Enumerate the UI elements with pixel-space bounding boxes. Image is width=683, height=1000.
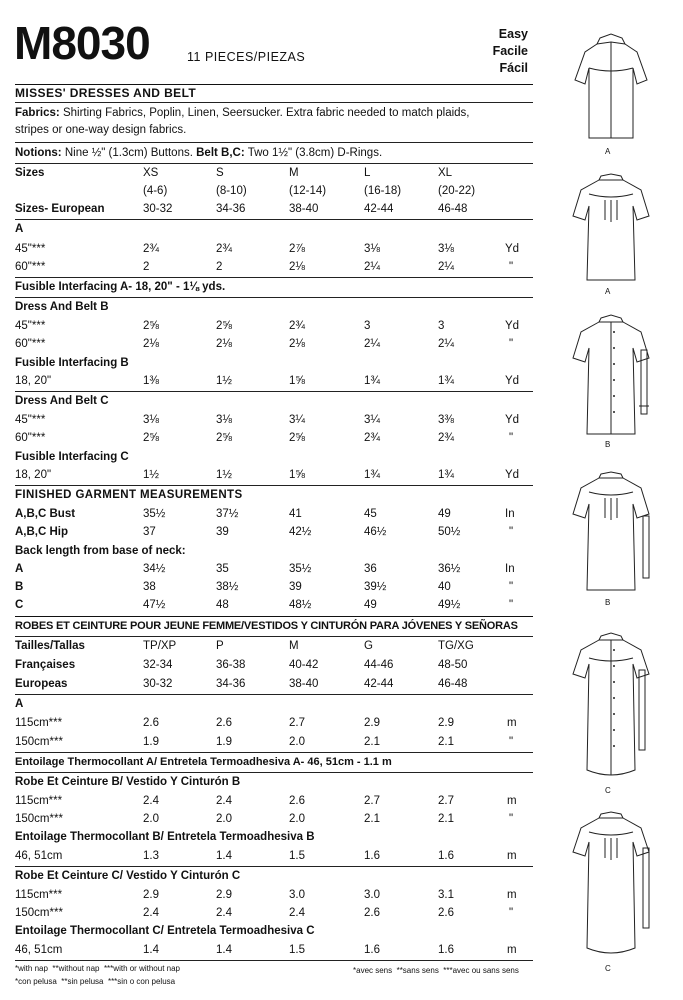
fabrics-text-1: Shirting Fabrics, Poplin, Linen, Seersucker. Extra fabric needed to match plaids, xyxy=(62,107,470,119)
yardage: 2⅝ xyxy=(216,320,232,332)
unit: " xyxy=(509,581,514,593)
measure: 35 xyxy=(216,563,229,575)
meterage: 2.6 xyxy=(216,717,232,729)
francaises-label: Françaises xyxy=(15,659,76,671)
finished-heading: FINISHED GARMENT MEASUREMENTS xyxy=(15,489,243,501)
yardage: 2⅝ xyxy=(289,432,305,444)
unit: Yd xyxy=(505,320,520,332)
measure: 35½ xyxy=(143,508,166,520)
size-s: S xyxy=(216,167,224,179)
meterage: 1.9 xyxy=(216,736,232,748)
meterage: 2.0 xyxy=(289,736,305,748)
yardage: 1¾ xyxy=(438,469,454,481)
measure: 48½ xyxy=(289,599,312,611)
yardage: 3⅛ xyxy=(438,243,454,255)
yardage: 2¾ xyxy=(289,320,305,332)
yardage: 1⅜ xyxy=(143,375,159,387)
measure: 48 xyxy=(216,599,229,611)
measure: 34½ xyxy=(143,563,166,575)
size-xs: XS xyxy=(143,167,159,179)
yardage: 2⅝ xyxy=(143,320,159,332)
metric-c-label: Robe Et Ceinture C/ Vestido Y Cinturón C xyxy=(15,870,241,882)
yardage: 2¾ xyxy=(438,432,454,444)
figure-label: A xyxy=(605,287,611,296)
measure: 37 xyxy=(143,526,156,538)
yardage: 2⅞ xyxy=(289,243,305,255)
meterage: 2.4 xyxy=(216,795,232,807)
row-rule xyxy=(15,391,533,392)
measure: 36 xyxy=(364,563,377,575)
yardage: 2⅝ xyxy=(143,432,159,444)
dress-c-back-illustration xyxy=(555,808,667,963)
meterage: 2.4 xyxy=(216,907,232,919)
unit: " xyxy=(509,526,514,538)
difficulty-en: Easy xyxy=(498,27,528,41)
yardage: 1⅝ xyxy=(289,375,305,387)
metric-size: P xyxy=(216,640,224,652)
meterage: 1.4 xyxy=(216,850,232,862)
measure: 46½ xyxy=(364,526,387,538)
view-b-label: Dress And Belt B xyxy=(15,301,109,313)
size-l: L xyxy=(364,167,371,179)
yardage: 1½ xyxy=(216,375,232,387)
metric-a-label: A xyxy=(15,698,24,710)
footnote-fr: *avec sens **sans sens ***avec ou sans sens xyxy=(353,966,519,975)
figure-label: C xyxy=(605,964,611,973)
measure: 39½ xyxy=(364,581,387,593)
row-width: 115cm*** xyxy=(15,795,63,807)
back-row-label: C xyxy=(15,599,24,611)
yardage: 1¾ xyxy=(364,469,380,481)
size-european: 30-32 xyxy=(143,203,173,215)
difficulty-fr: Facile xyxy=(492,44,528,58)
meterage: 2.9 xyxy=(438,717,454,729)
meterage: 2.4 xyxy=(143,907,159,919)
yardage: 2 xyxy=(143,261,150,273)
back-row-label: B xyxy=(15,581,24,593)
row-width: 46, 51cm xyxy=(15,850,63,862)
row-width: 60"*** xyxy=(15,432,46,444)
measure: 50½ xyxy=(438,526,461,538)
notions-text-1: Nine ½" (1.3cm) Buttons. xyxy=(64,147,193,159)
meterage: 2.6 xyxy=(364,907,380,919)
size-range: (20-22) xyxy=(438,185,476,197)
unit: " xyxy=(509,261,514,273)
row-width: 18, 20" xyxy=(15,469,52,481)
title-rule xyxy=(15,102,533,103)
meterage: 2.4 xyxy=(289,907,305,919)
meterage: 2.6 xyxy=(289,795,305,807)
metric-size: TG/XG xyxy=(438,640,474,652)
notions-belt-label: Belt B,C: xyxy=(196,147,245,159)
metric-interfacing-b-label: Entoilage Thermocollant B/ Entretela Termoadhesiva B xyxy=(15,831,315,843)
unit: m xyxy=(507,717,517,729)
pieces-count: 11 PIECES/PIEZAS xyxy=(187,50,306,64)
unit: In xyxy=(505,563,515,575)
metric-size-fr: 36-38 xyxy=(216,659,246,671)
size-range: (12-14) xyxy=(289,185,327,197)
row-rule xyxy=(15,960,533,961)
size-european: 34-36 xyxy=(216,203,246,215)
yardage: 1¾ xyxy=(364,375,380,387)
meterage: 1.4 xyxy=(216,944,232,956)
meterage: 2.1 xyxy=(438,813,454,825)
meterage: 1.3 xyxy=(143,850,159,862)
notions-rule xyxy=(15,163,533,164)
yardage: 3 xyxy=(364,320,371,332)
yardage: 3 xyxy=(438,320,445,332)
meterage: 2.0 xyxy=(143,813,159,825)
metric-size-fr: 48-50 xyxy=(438,659,468,671)
meterage: 1.6 xyxy=(364,850,380,862)
measure: 38 xyxy=(143,581,156,593)
bust-label: A,B,C Bust xyxy=(15,508,76,520)
yardage: 2 xyxy=(216,261,223,273)
row-width: 45"*** xyxy=(15,320,46,332)
yardage: 3¼ xyxy=(364,414,380,426)
yardage: 3⅜ xyxy=(438,414,454,426)
metric-size: M xyxy=(289,640,299,652)
interfacing-b-label: Fusible Interfacing B xyxy=(15,357,129,369)
row-width: 115cm*** xyxy=(15,717,63,729)
measure: 47½ xyxy=(143,599,166,611)
meterage: 2.9 xyxy=(364,717,380,729)
yardage: 2⅛ xyxy=(289,338,305,350)
metric-interfacing-c-label: Entoilage Thermocollant C/ Entretela Termoadhesiva C xyxy=(15,925,315,937)
measure: 40 xyxy=(438,581,451,593)
hip-label: A,B,C Hip xyxy=(15,526,69,538)
meterage: 2.1 xyxy=(364,736,380,748)
sizes-european-label: Sizes- European xyxy=(15,203,105,215)
size-european: 42-44 xyxy=(364,203,394,215)
meterage: 3.1 xyxy=(438,889,454,901)
metric-size-fr: 40-42 xyxy=(289,659,319,671)
yardage: 1⅝ xyxy=(289,469,305,481)
sizes-rule xyxy=(15,219,533,220)
yardage: 2¾ xyxy=(364,432,380,444)
measure: 42½ xyxy=(289,526,312,538)
measure: 39 xyxy=(216,526,229,538)
measure: 41 xyxy=(289,508,302,520)
meterage: 1.4 xyxy=(143,944,159,956)
yardage: 2⅛ xyxy=(216,338,232,350)
size-range: (16-18) xyxy=(364,185,402,197)
meterage: 2.6 xyxy=(143,717,159,729)
measure: 38½ xyxy=(216,581,239,593)
notions-line xyxy=(15,146,382,160)
size-range: (8-10) xyxy=(216,185,247,197)
meterage: 2.1 xyxy=(364,813,380,825)
row-width: 150cm*** xyxy=(15,813,63,825)
yardage: 1½ xyxy=(216,469,232,481)
interfacing-a: Fusible Interfacing A- 18, 20" - 1⅛ yds. xyxy=(15,281,226,293)
yardage: 2¾ xyxy=(216,243,232,255)
size-european: 46-48 xyxy=(438,203,468,215)
meterage: 1.9 xyxy=(143,736,159,748)
interfacing-c-label: Fusible Interfacing C xyxy=(15,451,129,463)
difficulty-es: Fácil xyxy=(499,61,528,75)
notions-text-2: Two 1½" (3.8cm) D-Rings. xyxy=(247,147,383,159)
yardage: 2¼ xyxy=(364,261,380,273)
yardage: 1¾ xyxy=(438,375,454,387)
fabrics-line-1 xyxy=(15,106,470,120)
meterage: 1.6 xyxy=(438,850,454,862)
metric-size-fr: 32-34 xyxy=(143,659,173,671)
measure: 49 xyxy=(438,508,451,520)
fabrics-rule xyxy=(15,142,533,143)
yardage: 2¼ xyxy=(438,338,454,350)
yardage: 3⅛ xyxy=(216,414,232,426)
unit: m xyxy=(507,889,517,901)
measure: 37½ xyxy=(216,508,239,520)
unit: m xyxy=(507,795,517,807)
yardage: 2⅛ xyxy=(143,338,159,350)
metric-size-fr: 44-46 xyxy=(364,659,394,671)
section-rule xyxy=(15,616,533,617)
dress-a-back-illustration xyxy=(555,168,667,290)
measure: 39 xyxy=(289,581,302,593)
figure-label: B xyxy=(605,440,611,449)
metric-size: G xyxy=(364,640,373,652)
row-width: 46, 51cm xyxy=(15,944,63,956)
unit: " xyxy=(509,338,514,350)
meterage: 1.5 xyxy=(289,850,305,862)
yardage: 2⅛ xyxy=(289,261,305,273)
meterage: 2.9 xyxy=(216,889,232,901)
row-width: 45"*** xyxy=(15,243,46,255)
size-european: 38-40 xyxy=(289,203,319,215)
row-rule xyxy=(15,485,533,486)
unit: " xyxy=(509,736,514,748)
metric-size-eu: 42-44 xyxy=(364,678,394,690)
footnote-en: *with nap **without nap ***with or without nap xyxy=(15,964,180,973)
row-rule xyxy=(15,752,533,753)
europeas-label: Europeas xyxy=(15,678,68,690)
metric-size-eu: 46-48 xyxy=(438,678,468,690)
yardage: 2¼ xyxy=(364,338,380,350)
figure-label: A xyxy=(605,147,611,156)
row-width: 18, 20" xyxy=(15,375,52,387)
measure: 45 xyxy=(364,508,377,520)
row-width: 150cm*** xyxy=(15,907,63,919)
unit: " xyxy=(509,599,514,611)
header-rule xyxy=(15,84,533,85)
figure-label: C xyxy=(605,786,611,795)
meterage: 2.7 xyxy=(289,717,305,729)
figure-label: B xyxy=(605,598,611,607)
row-width: 150cm*** xyxy=(15,736,63,748)
unit: Yd xyxy=(505,243,520,255)
yardage: 2¼ xyxy=(438,261,454,273)
yardage: 2¾ xyxy=(143,243,159,255)
meterage: 1.6 xyxy=(438,944,454,956)
sizes-label: Sizes xyxy=(15,167,45,179)
row-rule xyxy=(15,772,533,773)
metric-size: TP/XP xyxy=(143,640,177,652)
measure: 36½ xyxy=(438,563,461,575)
meterage: 1.6 xyxy=(364,944,380,956)
footnote-es: *con pelusa **sin pelusa ***sin o con pelusa xyxy=(15,977,176,986)
meterage: 2.0 xyxy=(216,813,232,825)
dress-b-front-illustration xyxy=(555,310,667,440)
row-rule xyxy=(15,694,533,695)
fabrics-line-2: stripes or one-way design fabrics. xyxy=(15,124,187,136)
meterage: 1.5 xyxy=(289,944,305,956)
tailles-label: Tailles/Tallas xyxy=(15,640,85,652)
row-width: 45"*** xyxy=(15,414,46,426)
unit: Yd xyxy=(505,469,520,481)
back-row-label: A xyxy=(15,563,24,575)
metric-title: ROBES ET CEINTURE POUR JEUNE FEMME/VESTIDOS Y CINTURÓN PARA JÓVENES Y SEÑORAS xyxy=(15,620,518,632)
unit: Yd xyxy=(505,375,520,387)
fabrics-label: Fabrics: xyxy=(15,107,60,119)
page-title: MISSES' DRESSES AND BELT xyxy=(15,86,197,100)
dress-a-front-illustration xyxy=(555,30,667,150)
metric-interfacing-a: Entoilage Thermocollant A/ Entretela Termoadhesiva A- 46, 51cm - 1.1 m xyxy=(15,756,392,768)
view-a-label: A xyxy=(15,223,24,235)
meterage: 2.1 xyxy=(438,736,454,748)
measure: 35½ xyxy=(289,563,312,575)
meterage: 2.7 xyxy=(364,795,380,807)
unit: Yd xyxy=(505,414,520,426)
meterage: 2.0 xyxy=(289,813,305,825)
meterage: 2.4 xyxy=(143,795,159,807)
metric-size-eu: 38-40 xyxy=(289,678,319,690)
unit: m xyxy=(507,944,517,956)
meterage: 2.9 xyxy=(143,889,159,901)
meterage: 3.0 xyxy=(289,889,305,901)
unit: In xyxy=(505,508,515,520)
metric-b-label: Robe Et Ceinture B/ Vestido Y Cinturón B xyxy=(15,776,241,788)
pattern-number: M8030 xyxy=(14,17,150,69)
unit: " xyxy=(509,907,514,919)
yardage: 2⅝ xyxy=(216,432,232,444)
measure: 49½ xyxy=(438,599,461,611)
meterage: 3.0 xyxy=(364,889,380,901)
yardage: 1½ xyxy=(143,469,159,481)
row-width: 60"*** xyxy=(15,261,46,273)
row-rule xyxy=(15,297,533,298)
unit: " xyxy=(509,813,514,825)
yardage: 3⅛ xyxy=(364,243,380,255)
unit: " xyxy=(509,432,514,444)
row-rule xyxy=(15,277,533,278)
yardage: 3¼ xyxy=(289,414,305,426)
measure: 49 xyxy=(364,599,377,611)
meterage: 2.7 xyxy=(438,795,454,807)
size-m: M xyxy=(289,167,299,179)
metric-size-eu: 30-32 xyxy=(143,678,173,690)
row-width: 60"*** xyxy=(15,338,46,350)
view-c-label: Dress And Belt C xyxy=(15,395,109,407)
meterage: 2.6 xyxy=(438,907,454,919)
row-width: 115cm*** xyxy=(15,889,63,901)
dress-b-back-illustration xyxy=(555,466,667,596)
size-xl: XL xyxy=(438,167,453,179)
back-length-label: Back length from base of neck: xyxy=(15,545,186,557)
metric-title-rule xyxy=(15,636,533,637)
metric-size-eu: 34-36 xyxy=(216,678,246,690)
yardage: 3⅛ xyxy=(143,414,159,426)
dress-c-front-illustration xyxy=(555,630,667,785)
unit: m xyxy=(507,850,517,862)
notions-label: Notions: xyxy=(15,147,62,159)
row-rule xyxy=(15,866,533,867)
size-range: (4-6) xyxy=(143,185,168,197)
